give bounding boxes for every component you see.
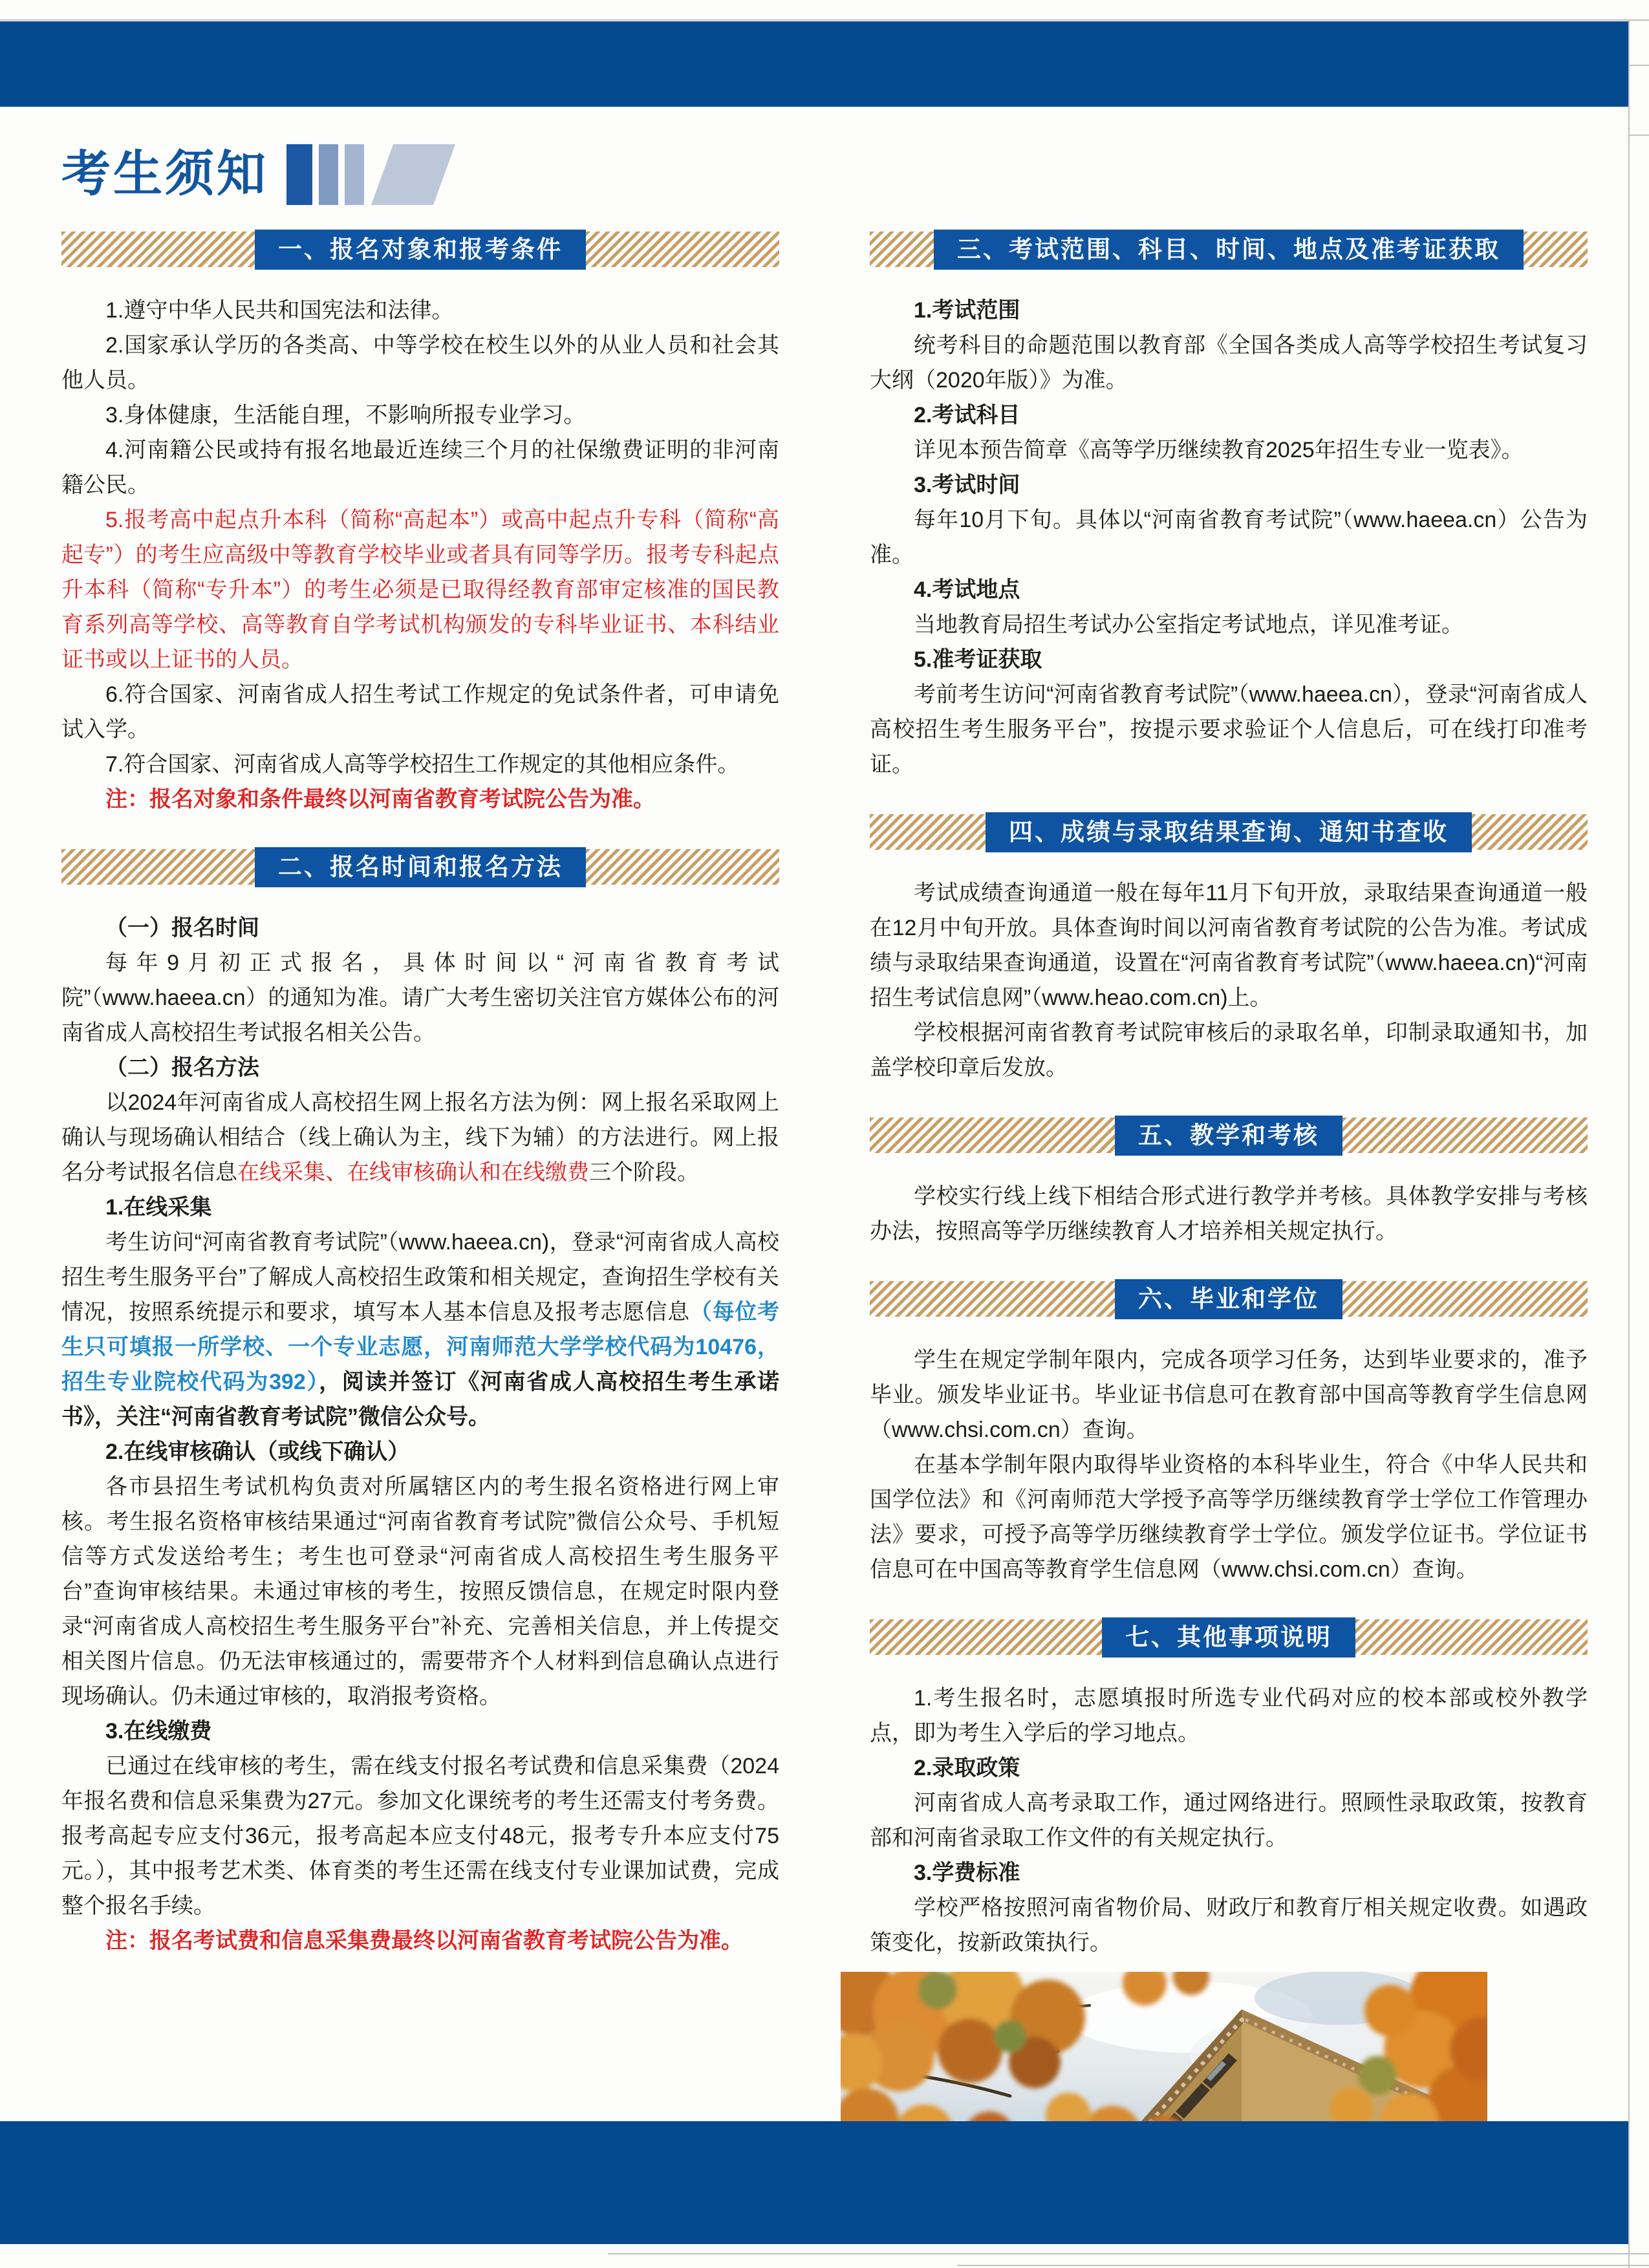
paragraph <box>61 782 779 817</box>
paragraph <box>870 642 1588 677</box>
text-run: 7.符合国家、河南省成人高等学校招生工作规定的其他相应条件。 <box>105 752 740 777</box>
title-decoration-bar-1 <box>286 144 312 205</box>
paragraph <box>870 502 1588 572</box>
campus-photo <box>841 1972 1487 2146</box>
hatch-stripes-left <box>870 1118 1115 1153</box>
section-banner-label: 六、毕业和学位 <box>1115 1279 1342 1319</box>
hatch-stripes-left <box>870 232 934 267</box>
text-run: （二）报名方法 <box>105 1055 259 1080</box>
paragraph <box>870 433 1588 468</box>
title-decoration-bar-2 <box>319 144 338 205</box>
text-run: 3.身体健康，生活能自理，不影响所报专业学习。 <box>105 403 586 427</box>
paragraph <box>870 1890 1588 1960</box>
text-run: 学生在规定学制年限内，完成各项学习任务，达到毕业要求的，准予毕业。颁发毕业证书。毕业证书信息可在教育部中国高等教育学生信息网（www.chsi.com.cn）查询。 <box>870 1348 1588 1442</box>
section-banner <box>870 1619 1588 1655</box>
text-run: 2.录取政策 <box>914 1756 1020 1780</box>
text-run: 考前考生访问“河南省教育考试院”（www.haeea.cn），登录“河南省成人高校招生考生服务平台”，按提示要求验证个人信息后，可在线打印准考证。 <box>870 682 1588 777</box>
bottom-banner-bar <box>0 2121 1628 2244</box>
text-run: 考试成绩查询通道一般在每年11月下旬开放，录取结果查询通道一般在12月中旬开放。具体查询时间以河南省教育考试院的公告为准。考试成绩与录取结果查询通道，设置在“河南省教育考试院”（www.haeea.cn)“河南招生考试信息网”（www.heao.com.cn)上。 <box>870 881 1588 1010</box>
paragraph <box>870 398 1588 433</box>
paragraph <box>870 572 1588 607</box>
paragraph <box>61 1923 779 1958</box>
section-banner-label: 一、报名对象和报考条件 <box>255 230 586 270</box>
text-run: 4.考试地点 <box>914 578 1020 602</box>
text-run: 各市县招生考试机构负责对所属辖区内的考生报名资格进行网上审核。考生报名资格审核结果通过“河南省教育考试院”微信公众号、手机短信等方式发送给考生；考生也可登录“河南省成人高校招生考生服务平台”查询审核结果。未通过审核的考生，按照反馈信息，在规定时限内登录“河南省成人高校招生考生服务平台”补充、完善相关信息，并上传提交相关图片信息。仍无法审核通过的，需要带齐个人材料到信息确认点进行现场确认。仍未通过审核的，取消报考资格。 <box>61 1474 779 1709</box>
section-banner <box>870 1118 1588 1153</box>
text-run: 以2024年河南省成人高校招生网上报名方法为例：网上报名采取网上确认与现场确认相结合（线上确认为主，线下为辅）的方法进行。网上报名分考试报名信息 <box>61 1090 779 1185</box>
paragraph <box>61 747 779 782</box>
paragraph <box>61 502 779 677</box>
right-column <box>870 232 1588 2146</box>
text-run: 考生访问“河南省教育考试院”（www.haeea.cn)，登录“河南省成人高校招生考生服务平台”了解成人高校招生政策和相关规定，查询招生学校有关情况，按照系统提示和要求，填写本人基本信息及报考志愿信息 <box>61 1230 779 1324</box>
paragraph <box>61 1085 779 1190</box>
text-run: 三个阶段。 <box>589 1160 699 1185</box>
text-run: 当地教育局招生考试办公室指定考试地点，详见准考证。 <box>914 612 1463 637</box>
section-banner-label: 四、成绩与录取结果查询、通知书查收 <box>986 812 1472 852</box>
page-title: 考生须知 <box>61 147 268 202</box>
text-run: 3.考试时间 <box>914 473 1020 497</box>
text-run: 1.在线采集 <box>105 1195 212 1220</box>
paragraph <box>870 1751 1588 1786</box>
paragraph <box>61 945 779 1050</box>
paragraph <box>61 1434 779 1469</box>
text-run: （一）报名时间 <box>105 916 259 940</box>
text-run: 学校根据河南省教育考试院审核后的录取名单，印制录取通知书，加盖学校印章后发放。 <box>870 1021 1588 1080</box>
section-banner-label: 三、考试范围、科目、时间、地点及准考证获取 <box>934 230 1524 270</box>
paragraph <box>870 607 1588 642</box>
left-column <box>61 232 779 1958</box>
paragraph <box>870 677 1588 782</box>
hatch-stripes-left <box>870 1281 1115 1317</box>
hatch-stripes-right <box>1342 1281 1588 1317</box>
text-run: 1.考生报名时，志愿填报时所选专业代码对应的校本部或校外教学点，即为考生入学后的学习地点。 <box>870 1686 1588 1745</box>
section-banner-label: 五、教学和考核 <box>1115 1116 1342 1156</box>
text-run: 2.在线审核确认（或线下确认） <box>105 1440 410 1464</box>
paragraph <box>870 1015 1588 1085</box>
section-banner-label: 七、其他事项说明 <box>1102 1617 1355 1658</box>
text-run: （每位考生只可填报一所学校、一个专业志愿，河南师范大学学校代码为10476，招生专业院校代码为392） <box>61 1300 780 1394</box>
paragraph <box>870 1343 1588 1447</box>
section-banner-label: 二、报名时间和报名方法 <box>255 847 586 887</box>
scan-artifact-line <box>608 2253 1649 2254</box>
paragraph <box>870 328 1588 398</box>
text-run: 6.符合国家、河南省成人招生考试工作规定的免试条件者，可申请免试入学。 <box>61 682 779 742</box>
hatch-stripes-left <box>870 814 986 850</box>
campus-photo-graphic <box>841 1972 1487 2146</box>
section-banner <box>870 232 1588 267</box>
section-banner <box>870 814 1588 850</box>
text-run: ，阅读并签订《河南省成人高校招生考生承诺书》，关注“河南省教育考试院”微信公众号。 <box>61 1370 780 1429</box>
hatch-stripes-right <box>586 849 779 885</box>
text-run: 统考科目的命题范围以教育部《全国各类成人高等学校招生考试复习大纲（2020年版）》为准。 <box>870 333 1588 393</box>
paragraph <box>870 876 1588 1015</box>
paragraph <box>870 1855 1588 1890</box>
paragraph <box>61 1050 779 1085</box>
text-run: 在线采集、在线审核确认和在线缴费 <box>237 1160 589 1185</box>
scan-artifact-line <box>1630 135 1649 136</box>
section-banner <box>870 1281 1588 1317</box>
hatch-stripes-right <box>1355 1619 1588 1655</box>
text-run: 3.学费标准 <box>914 1861 1020 1885</box>
scan-artifact-line <box>0 19 1649 21</box>
paragraph <box>61 433 779 502</box>
section-banner <box>61 232 779 267</box>
hatch-stripes-left <box>61 849 255 885</box>
text-run: 1.遵守中华人民共和国宪法和法律。 <box>105 298 454 323</box>
paragraph <box>870 1447 1588 1587</box>
text-run: 已通过在线审核的考生，需在线支付报名考试费和信息采集费（2024年报名费和信息采集费为27元。参加文化课统考的考生还需支付考务费。报考高起专应支付36元，报考高起本应支付48元，报考专升本应支付75元。），其中报考艺术类、体育类的考生还需在线支付专业课加试费，完成整个报名手续。 <box>61 1754 779 1918</box>
hatch-stripes-left <box>61 232 255 267</box>
text-run: 学校实行线上线下相结合形式进行教学并考核。具体教学安排与考核办法，按照高等学历继续教育人才培养相关规定执行。 <box>870 1184 1588 1244</box>
text-run: 河南省成人高考录取工作，通过网络进行。照顾性录取政策，按教育部和河南省录取工作文件的有关规定执行。 <box>870 1791 1588 1850</box>
text-run: 5.准考证获取 <box>914 647 1042 672</box>
hatch-stripes-right <box>586 232 779 267</box>
paragraph <box>61 1190 779 1225</box>
text-run: 3.在线缴费 <box>105 1719 212 1744</box>
section-banner <box>61 849 779 885</box>
hatch-stripes-right <box>1524 232 1588 267</box>
paragraph <box>61 328 779 398</box>
scan-artifact-line <box>1630 65 1649 66</box>
text-run: 每年10月下旬。具体以“河南省教育考试院”（www.haeea.cn）公告为准。 <box>870 508 1588 567</box>
paragraph <box>870 1179 1588 1249</box>
paragraph <box>61 1469 779 1714</box>
paragraph <box>870 1786 1588 1855</box>
paragraph <box>61 1714 779 1749</box>
paragraph <box>61 1749 779 1923</box>
text-run: 学校严格按照河南省物价局、财政厅和教育厅相关规定收费。如遇政策变化，按新政策执行。 <box>870 1895 1588 1955</box>
title-decoration-parallelogram <box>371 144 455 205</box>
paragraph <box>61 293 779 328</box>
text-run: 2.国家承认学历的各类高、中等学校在校生以外的从业人员和社会其他人员。 <box>61 333 779 393</box>
text-run: 注：报名对象和条件最终以河南省教育考试院公告为准。 <box>105 787 655 812</box>
text-run: 2.考试科目 <box>914 403 1020 427</box>
text-run: 详见本预告简章《高等学历继续教育2025年招生专业一览表》。 <box>914 438 1524 462</box>
hatch-stripes-left <box>870 1619 1102 1655</box>
text-run: 1.考试范围 <box>914 298 1020 323</box>
page-title-row <box>61 144 444 206</box>
top-banner-bar <box>0 21 1628 107</box>
text-run: 在基本学制年限内取得毕业资格的本科毕业生，符合《中华人民共和国学位法》和《河南师范大学授予高等学历继续教育学士学位工作管理办法》要求，可授予高等学历继续教育学士学位。颁发学位证书。学位证书信息可在中国高等教育学生信息网（www.chsi.com.cn）查询。 <box>870 1453 1588 1582</box>
scan-artifact-line <box>1628 19 1630 2268</box>
text-run: 4.河南籍公民或持有报名地最近连续三个月的社保缴费证明的非河南籍公民。 <box>61 438 779 497</box>
text-run: 5.报考高中起点升本科（简称“高起本”）或高中起点升专科（简称“高起专”）的考生应高级中等教育学校毕业或者具有同等学历。报考专科起点升本科（简称“专升本”）的考生必须是已取得经教育部审定核准的国民教育系列高等学校、高等教育自学考试机构颁发的专科毕业证书、本科结业证书或以上证书的人员。 <box>61 508 779 672</box>
text-run: 每年9月初正式报名，具体时间以“河南省教育考试院”（www.haeea.cn）的通知为准。请广大考生密切关注官方媒体公布的河南省成人高校招生考试报名相关公告。 <box>61 951 779 1045</box>
hatch-stripes-right <box>1342 1118 1588 1153</box>
paragraph <box>870 1681 1588 1751</box>
paragraph <box>61 911 779 945</box>
scan-artifact-line <box>957 2265 1649 2266</box>
text-run: 注：报名考试费和信息采集费最终以河南省教育考试院公告为准。 <box>105 1928 743 1953</box>
paragraph <box>61 398 779 433</box>
hatch-stripes-right <box>1472 814 1588 850</box>
paragraph <box>870 293 1588 328</box>
title-decoration-bar-3 <box>345 144 364 205</box>
paragraph <box>61 677 779 747</box>
paragraph <box>61 1225 779 1434</box>
paragraph <box>870 468 1588 502</box>
